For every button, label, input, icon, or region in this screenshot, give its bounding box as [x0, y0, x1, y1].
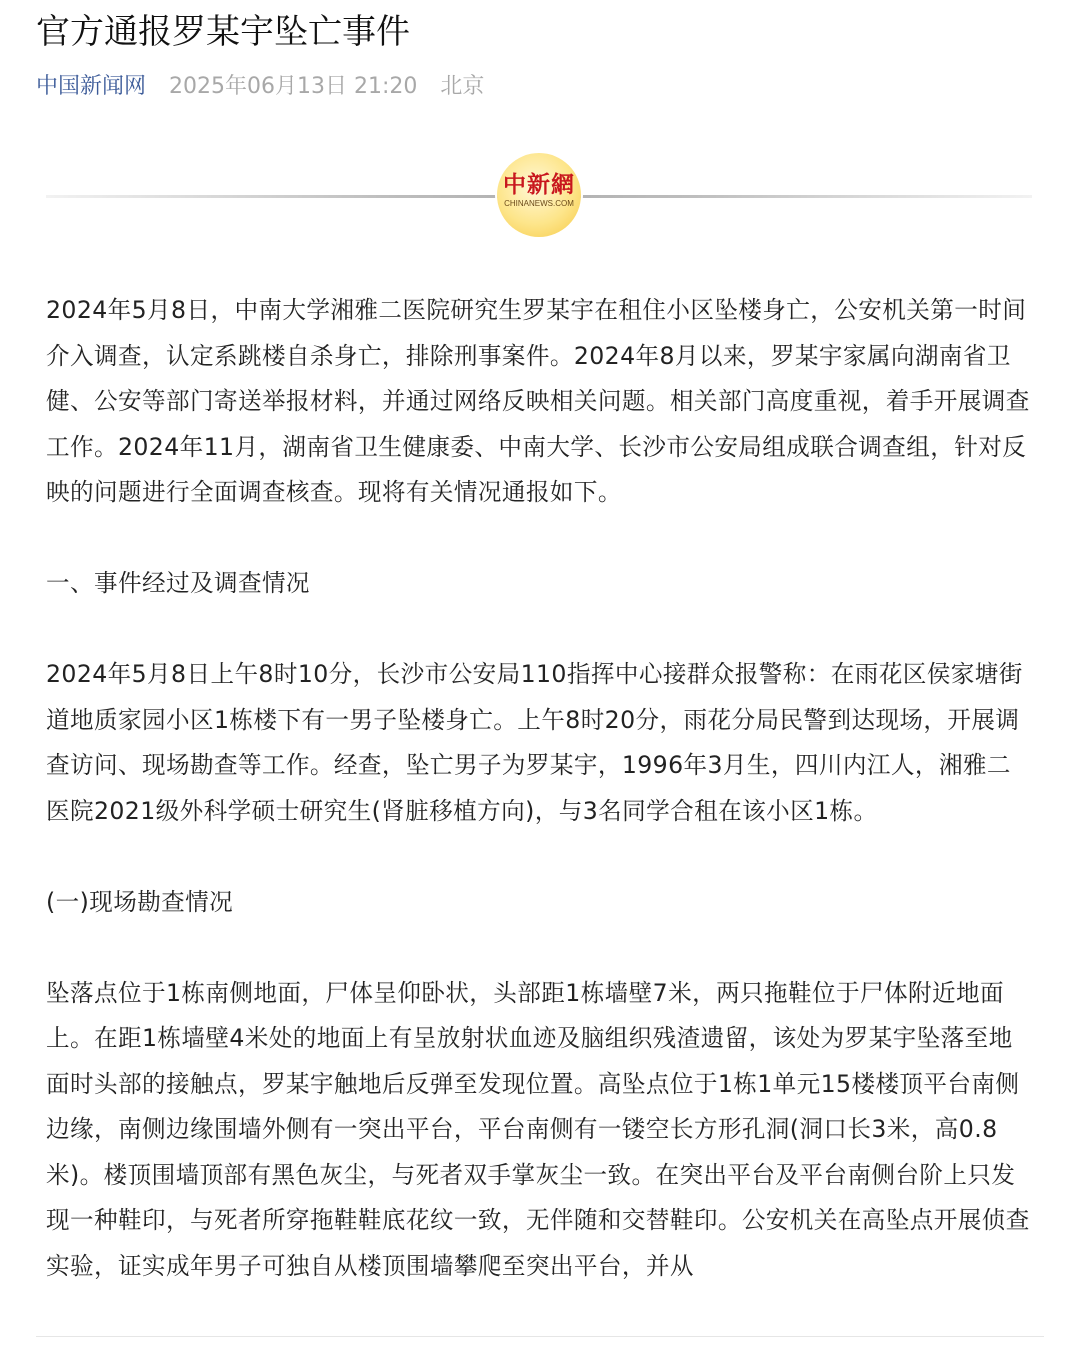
section-heading-1: 一、事件经过及调查情况: [46, 569, 310, 597]
article-meta: [36, 72, 484, 102]
paragraph-event: 2024年5月8日上午8时10分，长沙市公安局110指挥中心接群众报警称：在雨花区侯家塘街道地质家园小区1栋楼下有一男子坠楼身亡。上午8时20分，雨花分局民警到达现场，开展调查访问、现场勘查等工作。经查，坠亡男子为罗某宇，1996年3月生，四川内江人，湘雅二医院2021级外科学硕士研究生(肾脏移植方向)，与3名同学合租在该小区1栋。: [46, 660, 1023, 825]
bottom-divider: [36, 1336, 1044, 1337]
logo-text-cn: 中新網: [503, 171, 575, 198]
chinanews-logo: [497, 153, 581, 237]
publish-datetime: 2025年06月13日 21:20: [169, 74, 418, 99]
publish-location: 北京: [440, 74, 485, 99]
section-heading-2: (一)现场勘查情况: [46, 887, 234, 916]
source-link[interactable]: 中国新闻网: [36, 74, 147, 99]
logo-divider: [46, 150, 1032, 250]
paragraph-intro: 2024年5月8日，中南大学湘雅二医院研究生罗某宇在租住小区坠楼身亡，公安机关第一时间介入调查，认定系跳楼自杀身亡，排除刑事案件。2024年8月以来，罗某宇家属向湖南省卫健、公安等部门寄送举报材料，并通过网络反映相关问题。相关部门高度重视，着手开展调查工作。2024年11月，湖南省卫生健康委、中南大学、长沙市公安局组成联合调查组，针对反映的问题进行全面调查核查。现将有关情况通报如下。: [46, 296, 1030, 506]
article-title: 官方通报罗某宇坠亡事件: [36, 12, 410, 52]
paragraph-scene: 坠落点位于1栋南侧地面，尸体呈仰卧状，头部距1栋墙壁7米，两只拖鞋位于尸体附近地面上。在距1栋墙壁4米处的地面上有呈放射状血迹及脑组织残渣遗留，该处为罗某宇坠落至地面时头部的接触点，罗某宇触地后反弹至发现位置。高坠点位于1栋1单元15楼楼顶平台南侧边缘，南侧边缘围墙外侧有一突出平台，平台南侧有一镂空长方形孔洞(洞口长3米，高0.8米)。楼顶围墙顶部有黑色灰尘，与死者双手掌灰尘一致。在突出平台及平台南侧台阶上只发现一种鞋印，与死者所穿拖鞋鞋底花纹一致，无伴随和交替鞋印。公安机关在高坠点开展侦查实验，证实成年男子可独自从楼顶围墙攀爬至突出平台，并从: [46, 978, 1030, 1280]
article-body: [46, 288, 1034, 1289]
logo-text-en: CHINANEWS.COM: [504, 199, 574, 208]
